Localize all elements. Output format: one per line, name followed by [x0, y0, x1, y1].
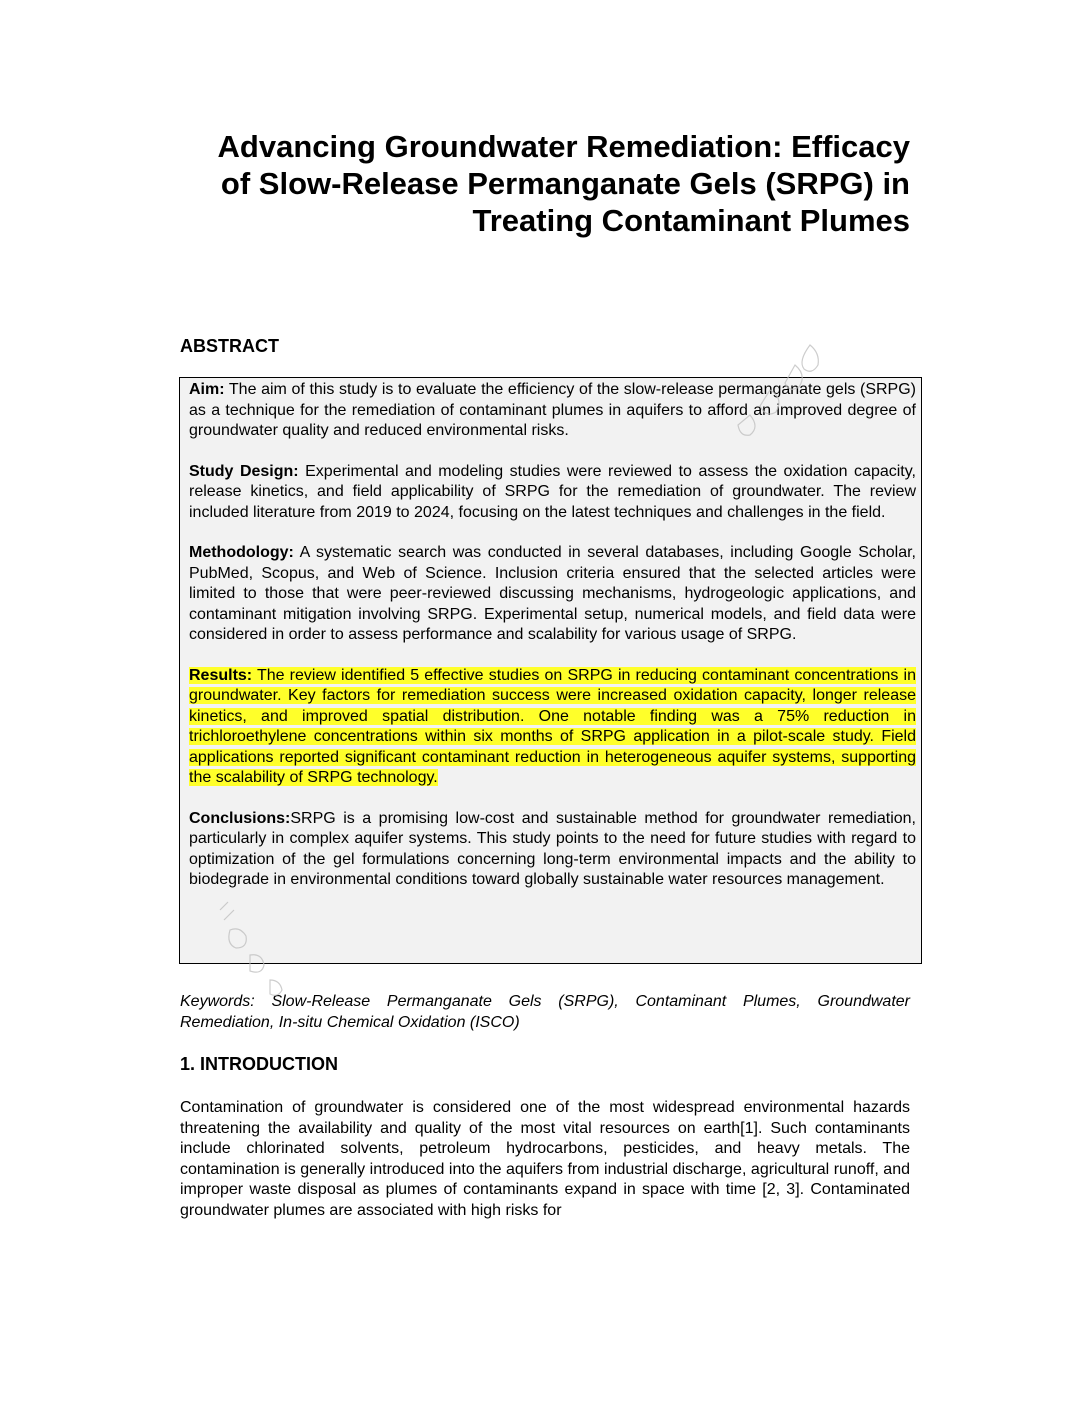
abstract-box [179, 377, 922, 964]
abstract-results [189, 666, 916, 789]
abstract-conclusions [189, 809, 916, 891]
methodology-text: A systematic search was conducted in several databases, including Google Scholar, PubMed, Scopus, and Web of Science. Inclusion criteria ensured that the selected articles were limited to those that were peer-reviewed discussing mechanisms, hydrogeologic applications, and contaminant mitigation involving SRPG. Experimental setup, numerical models, and field data were considered in order to assess performance and scalability for various usage of SRPG. [189, 544, 916, 643]
results-text: The review identified 5 effective studies on SRPG in reducing contaminant concentrations in groundwater. Key factors for remediation success were increased oxidation capacity, longer release kinetics, and improved spatial distribution. One notable finding was a 75% reduction in trichloroethylene concentrations within six months of SRPG application in a pilot-scale study. Field applications reported significant contaminant reduction in heterogeneous aquifer systems, supporting the scalability of SRPG technology. [189, 666, 916, 786]
results-label: Results: [189, 666, 253, 684]
study-design-label: Study Design: [189, 462, 299, 480]
title-line-3: Treating Contaminant Plumes [472, 203, 910, 238]
keywords: Keywords: Slow-Release Permanganate Gels (SRPG), Contaminant Plumes, Groundwater Remediation, In-situ Chemical Oxidation (ISCO) [180, 993, 910, 1031]
aim-label: Aim: [189, 381, 225, 398]
conclusions-label: Conclusions: [189, 809, 291, 827]
paper-title [180, 128, 910, 239]
abstract-study-design [189, 462, 916, 524]
title-line-1: Advancing Groundwater Remediation: Efficacy [217, 129, 910, 164]
results-highlight [189, 667, 916, 787]
study-design-text: Experimental and modeling studies were reviewed to assess the oxidation capacity, release kinetics, and field applicability of SRPG for the remediation of groundwater. The review included literature from 2019 to 2024, focusing on the latest techniques and challenges in the field. [189, 462, 916, 521]
introduction-text: Contamination of groundwater is considered one of the most widespread environmental hazards threatening the availability and quality of the most vital resources on earth[1]. Such contaminants include chlorinated solvents, petroleum hydrocarbons, pesticides, and heavy metals. The contamination is generally introduced into the aquifers from industrial discharge, agricultural runoff, and improper waste disposal as plumes of contaminants expand in space with time [2, 3]. Contaminated groundwater plumes are associated with high risks for [180, 1099, 910, 1219]
aim-text: The aim of this study is to evaluate the efficiency of the slow-release permanganate gels (SRPG) as a technique for the remediation of contaminant plumes in aquifers to afford an improved degree of groundwater quality and reduced environmental risks. [189, 381, 916, 439]
abstract-methodology [189, 543, 916, 646]
conclusions-text: SRPG is a promising low-cost and sustainable method for groundwater remediation, particularly in complex aquifer systems. This study points to the need for future studies with regard to optimization of the gel formulations concerning long-term environmental impacts and the ability to biodegrade in environmental conditions toward globally sustainable water resources management. [189, 809, 916, 888]
introduction-heading: 1. INTRODUCTION [180, 1054, 339, 1074]
abstract-aim [189, 380, 916, 442]
abstract-heading: ABSTRACT [180, 336, 279, 356]
title-line-2: of Slow-Release Permanganate Gels (SRPG) in [220, 166, 910, 201]
methodology-label: Methodology: [189, 544, 294, 561]
